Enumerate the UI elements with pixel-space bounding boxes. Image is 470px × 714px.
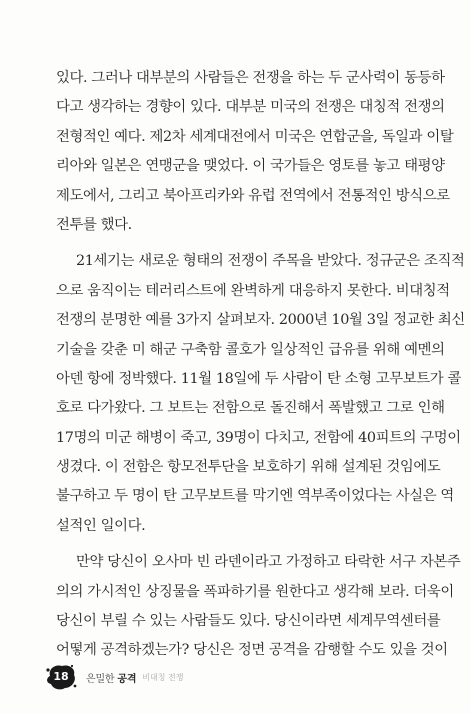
text-line: 21세기는 새로운 형태의 전쟁이 주목을 받았다. 정규군은 조직적 <box>76 253 465 270</box>
text-line: 리아와 일본은 연맹군을 맺었다. 이 국가들은 영토를 놓고 태평양 <box>56 158 445 175</box>
paragraph <box>56 548 461 666</box>
page-number: 18 <box>53 670 69 683</box>
paragraph <box>56 247 465 541</box>
text-line: 설적인 일이다. <box>56 517 146 534</box>
text-line: 전형적인 예다. 제2차 세계대전에서 미국은 연합군을, 독일과 이탈 <box>56 128 454 145</box>
text-line: 전투를 했다. <box>56 216 132 233</box>
page-footer <box>44 664 183 690</box>
text-line: 기술을 갖춘 미 해군 구축함 콜호가 일상적인 급유를 위해 예멘의 <box>56 341 445 358</box>
text-line: 으로 움직이는 테러리스트에 완벽하게 대응하지 못한다. 비대칭적 <box>56 282 450 299</box>
text-line: 불구하고 두 명이 탄 고무보트를 막기엔 역부족이었다는 사실은 역 <box>56 488 454 505</box>
text-line: 있다. 그러나 대부분의 사람들은 전쟁을 하는 두 군사력이 동등하 <box>56 70 445 86</box>
text-line: 호로 다가왔다. 그 보트는 전함으로 돌진해서 폭발했고 그로 인해 <box>56 400 445 417</box>
text-line: 생겼다. 이 전함은 항모전투단을 보호하기 위해 설계된 것임에도 <box>56 459 441 476</box>
text-line: 어떻게 공격하겠는가? 당신은 정면 공격을 감행할 수도 있을 것이 <box>56 642 448 659</box>
text-line: 제도에서, 그리고 북아프리카와 유럽 전역에서 전통적인 방식으로 <box>56 187 450 204</box>
paragraph <box>56 64 454 240</box>
body-text <box>56 64 465 666</box>
running-title: 은밀한 공격 <box>86 673 137 685</box>
ink-blot-icon <box>44 662 78 692</box>
running-subtitle: 비대칭 전쟁 <box>142 672 184 682</box>
text-line: 아덴 항에 정박했다. 11월 18일에 두 사람이 탄 소형 고무보트가 콜 <box>56 370 461 387</box>
text-line: 다고 생각하는 경향이 있다. 대부분 미국의 전쟁은 대칭적 전쟁의 <box>56 99 445 116</box>
text-line: 당신이 부릴 수 있는 사람들도 있다. 당신이라면 세계무역센터를 <box>56 613 441 630</box>
text-line: 만약 당신이 오사마 빈 라덴이라고 가정하고 타락한 서구 자본주 <box>76 554 461 571</box>
text-line: 의의 가시적인 상징물을 폭파하기를 원한다고 생각해 보라. 더욱이 <box>56 583 454 600</box>
text-line: 전쟁의 분명한 예를 3가지 살펴보자. 2000년 10월 3일 정교한 최신 <box>56 312 465 329</box>
text-line: 17명의 미군 해병이 죽고, 39명이 다치고, 전함에 40피트의 구멍이 <box>56 429 461 446</box>
